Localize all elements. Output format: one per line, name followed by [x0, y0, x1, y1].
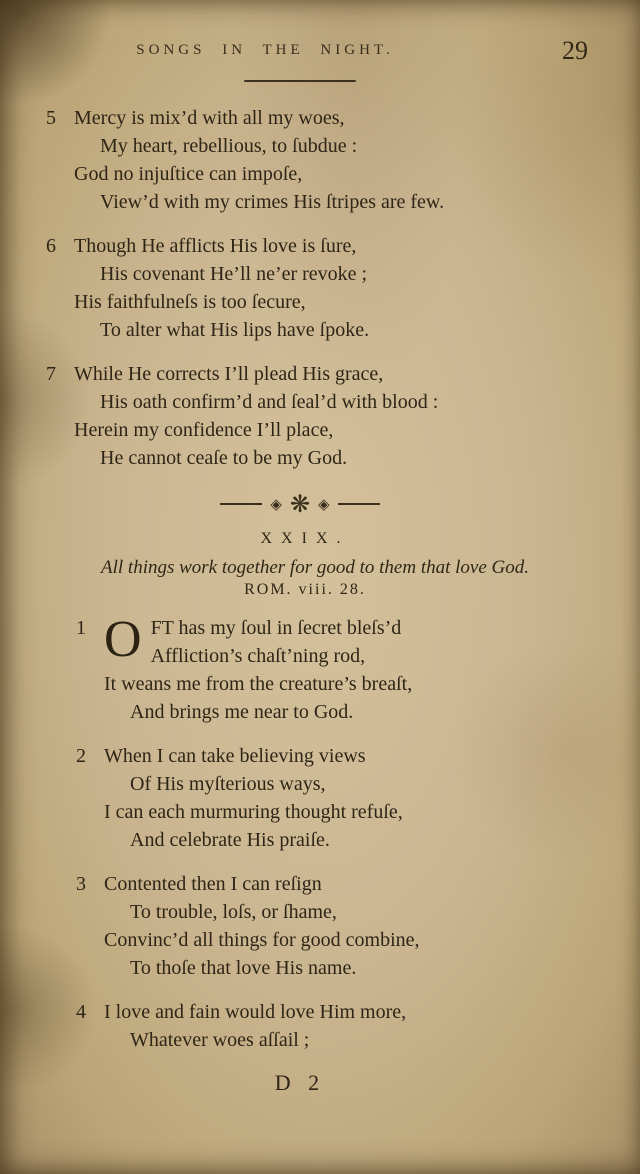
scripture-reference: ROM. viii. 28.	[244, 581, 366, 598]
verse-line: Convinc’d all things for good combine,	[104, 929, 420, 951]
stanza-2	[76, 742, 640, 854]
verse-line: God no injuſtice can impoſe,	[74, 163, 303, 185]
verse-line: Though He afflicts His love is ſure,	[74, 235, 357, 257]
verse-line: Of His myſterious ways,	[130, 773, 326, 795]
stanza-number: 1	[76, 617, 86, 639]
stanza-1	[76, 611, 640, 726]
stanza-verse	[104, 998, 640, 1054]
hymn-number: XXIX.	[260, 530, 350, 547]
page-number: 29	[562, 36, 588, 65]
stanza-number: 7	[46, 363, 56, 385]
hymn-stanzas	[76, 611, 640, 1054]
verse-line: And brings me near to God.	[130, 701, 354, 723]
stanza-number: 6	[46, 235, 56, 257]
verse-line: FT has my ſoul in ſecret bleſs’d	[150, 617, 402, 639]
hymn-epigraph: All things work together for good to them that love God.	[101, 557, 529, 578]
header-rule	[244, 80, 356, 82]
verse-line: I can each murmuring thought refuſe,	[104, 801, 403, 823]
stanza-5	[46, 104, 640, 216]
ornament-rule-right	[338, 503, 380, 505]
page-header	[0, 36, 640, 68]
stanza-verse	[74, 232, 640, 344]
stanza-verse	[74, 104, 640, 216]
verse-line: And celebrate His praiſe.	[130, 829, 330, 851]
verse-line: To alter what His lips have ſpoke.	[100, 319, 370, 341]
verse-line: Contented then I can reſign	[104, 873, 322, 895]
verse-line: My heart, rebellious, to ſubdue :	[100, 135, 358, 157]
stanza-number: 3	[76, 873, 86, 895]
ornament-rule-left	[220, 503, 262, 505]
verse-line: While He corrects I’ll plead His grace,	[74, 363, 384, 385]
stanza-number: 2	[76, 745, 86, 767]
verse-line: He cannot ceaſe to be my God.	[100, 447, 348, 469]
stanza-verse	[74, 360, 640, 472]
ornament-diamond-right-icon: ◈	[318, 496, 330, 513]
stanza-number: 5	[46, 107, 56, 129]
verse-line: His oath confirm’d and ſeal’d with blood :	[100, 391, 439, 413]
stanza-6	[46, 232, 640, 344]
stanza-verse	[104, 742, 640, 854]
verse-line: I love and fain would love Him more,	[104, 1001, 407, 1023]
ornament-fleuron-icon: ❋	[289, 491, 311, 518]
verse-line: View’d with my crimes His ſtripes are few.	[100, 191, 445, 213]
verse-line: It weans me from the creature’s breaſt,	[104, 673, 413, 695]
stanza-3	[76, 870, 640, 982]
verse-line: His faithfulneſs is too ſecure,	[74, 291, 306, 313]
verse-line: When I can take believing views	[104, 745, 366, 767]
stanza-verse	[104, 611, 640, 726]
verse-line: To trouble, loſs, or ſhame,	[130, 901, 337, 923]
verse-line: Whatever woes aſſail ;	[130, 1029, 310, 1051]
ornament-divider	[0, 490, 600, 518]
printer-signature: D 2	[274, 1070, 326, 1095]
verse-line: Affliction’s chaſt’ning rod,	[150, 645, 366, 667]
previous-hymn-stanzas	[46, 104, 640, 472]
stanza-number: 4	[76, 1001, 86, 1023]
running-title: SONGS IN THE NIGHT.	[136, 42, 394, 58]
stanza-7	[46, 360, 640, 472]
drop-cap: O	[104, 611, 142, 668]
verse-line: To thoſe that love His name.	[130, 957, 357, 979]
stanza-4	[76, 998, 640, 1054]
verse-line: Herein my confidence I’ll place,	[74, 419, 334, 441]
verse-line: Mercy is mix’d with all my woes,	[74, 107, 345, 129]
verse-line: His covenant He’ll ne’er revoke ;	[100, 263, 368, 285]
ornament-diamond-left-icon: ◈	[270, 496, 282, 513]
stanza-verse	[104, 870, 640, 982]
